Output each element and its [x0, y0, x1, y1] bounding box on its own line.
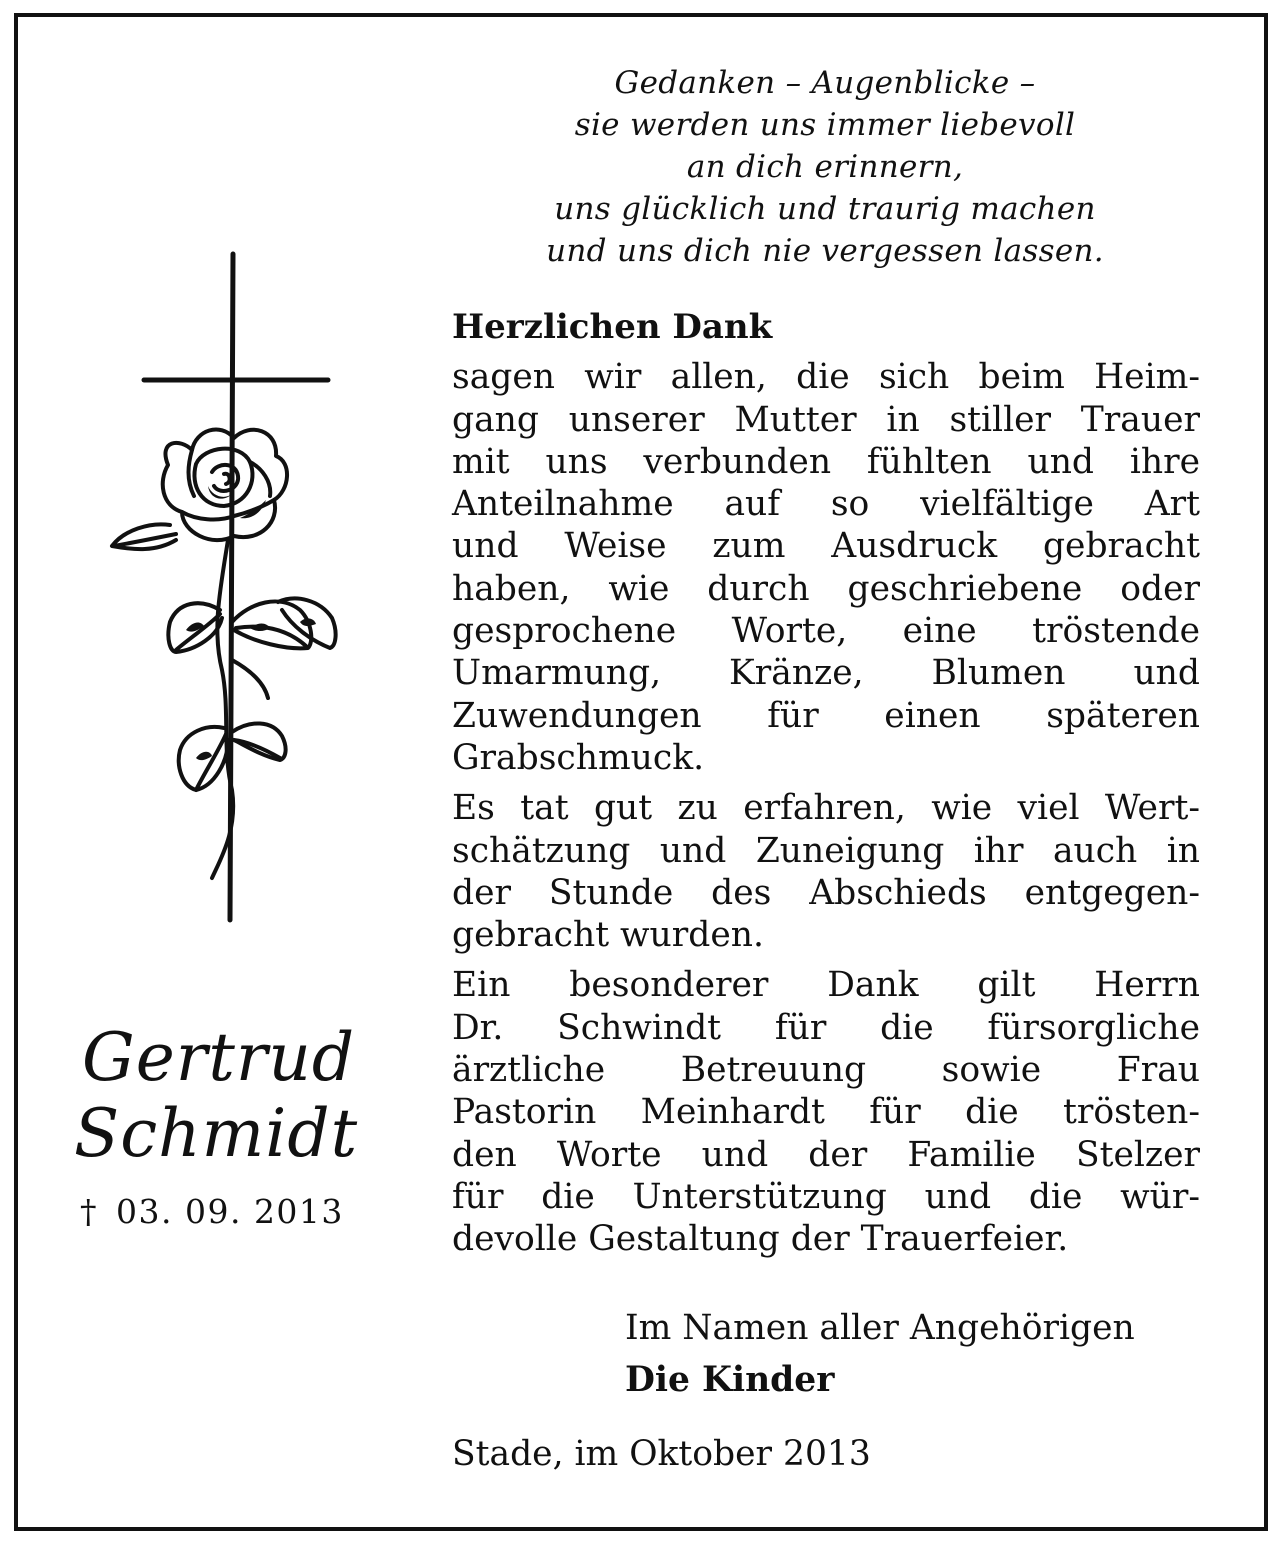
place-and-date: Stade, im Oktober 2013 — [452, 1434, 871, 1474]
paragraph-3 — [452, 964, 1200, 1260]
dagger-icon: † — [80, 1192, 98, 1231]
text-line: ärztliche Betreuung sowie Frau — [452, 1050, 1200, 1091]
text-line: Umarmung, Kränze, Blumen und — [452, 653, 1200, 694]
text-line: haben, wie durch geschriebene oder — [452, 568, 1200, 609]
text-line: Zuwendungen für einen späteren — [452, 695, 1200, 736]
paragraph-1 — [452, 356, 1200, 779]
memorial-poem — [470, 62, 1180, 272]
text-line: Anteilnahme auf so vielfältige Art — [452, 484, 1200, 525]
text-line: Pastorin Meinhardt für die trösten- — [452, 1092, 1200, 1133]
signature-line: Im Namen aller Angehörigen — [625, 1308, 1135, 1348]
death-date: 03. 09. 2013 — [116, 1192, 344, 1231]
cross-with-rose-icon — [100, 250, 360, 925]
text-line: und Weise zum Ausdruck gebracht — [452, 526, 1200, 567]
poem-line: sie werden uns immer liebevoll — [574, 107, 1076, 143]
poem-line: uns glücklich und traurig machen — [554, 191, 1096, 227]
text-line: sagen wir allen, die sich beim Heim- — [452, 357, 1200, 398]
signature-name: Die Kinder — [625, 1360, 835, 1400]
first-name: Gertrud — [82, 1019, 356, 1096]
text-line: gebracht wurden. — [452, 915, 764, 956]
text-line: gang unserer Mutter in stiller Trauer — [452, 399, 1200, 440]
text-line: für die Unterstützung und die wür- — [452, 1176, 1200, 1217]
text-line: der Stunde des Abschieds entgegen- — [452, 872, 1200, 913]
poem-line: und uns dich nie vergessen lassen. — [546, 233, 1104, 269]
text-line: den Worte und der Familie Stelzer — [452, 1134, 1200, 1175]
text-line: Es tat gut zu erfahren, wie viel Wert- — [452, 788, 1200, 829]
last-name: Schmidt — [74, 1095, 359, 1172]
text-line: Grabschmuck. — [452, 737, 705, 778]
text-line: devolle Gestaltung der Trauerfeier. — [452, 1219, 1069, 1260]
text-line: Dr. Schwindt für die fürsorgliche — [452, 1007, 1200, 1048]
death-date-line — [80, 1190, 344, 1234]
paragraph-2 — [452, 787, 1200, 956]
text-line: gesprochene Worte, eine tröstende — [452, 611, 1200, 652]
thank-you-heading: Herzlichen Dank — [452, 307, 773, 347]
deceased-name — [74, 1020, 358, 1172]
poem-line: Gedanken – Augenblicke – — [614, 65, 1036, 101]
text-line: mit uns verbunden fühlten und ihre — [452, 441, 1200, 482]
signature — [625, 1302, 1135, 1406]
text-line: Ein besonderer Dank gilt Herrn — [452, 965, 1200, 1006]
text-line: schätzung und Zuneigung ihr auch in — [452, 830, 1200, 871]
thank-you-text — [452, 306, 1200, 1269]
poem-line: an dich erinnern, — [686, 149, 964, 185]
